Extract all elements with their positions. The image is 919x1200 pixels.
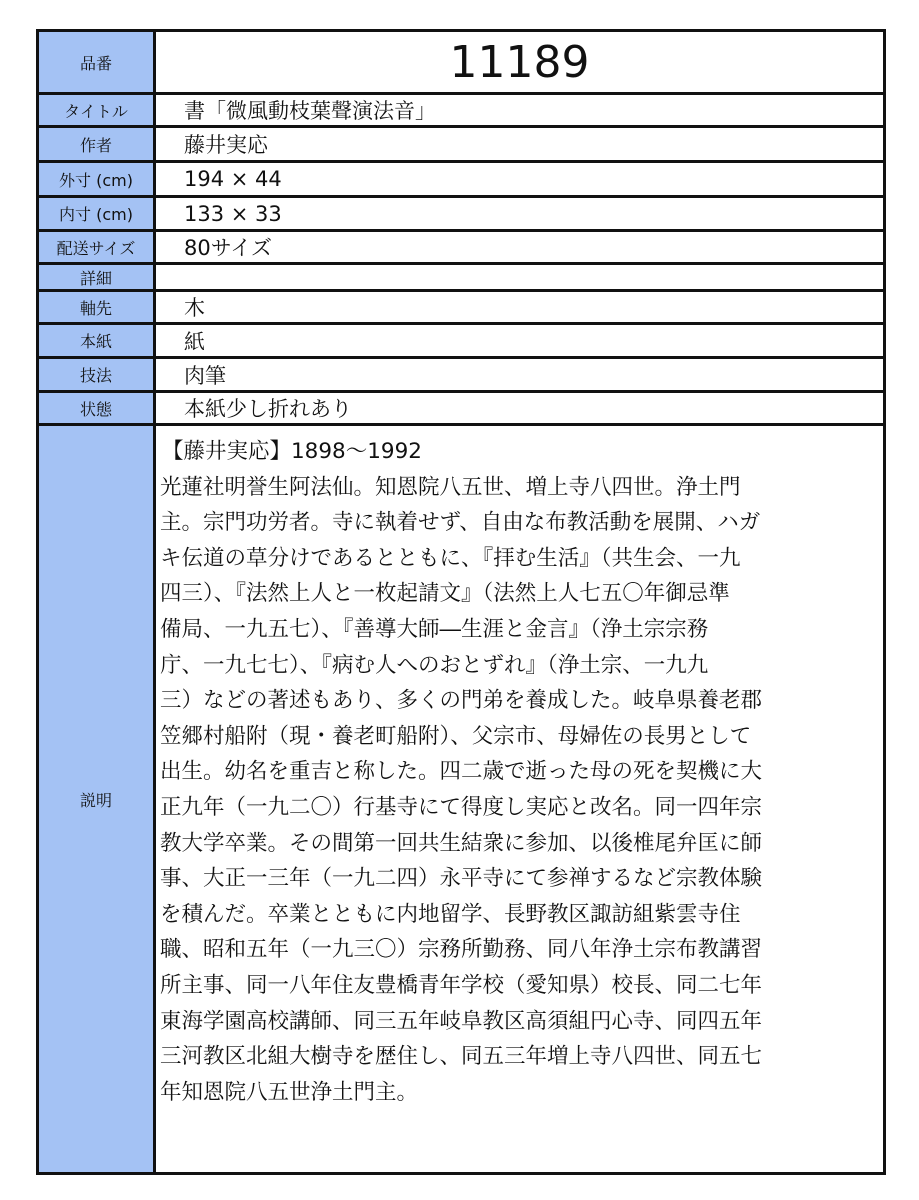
description-label: 説明 xyxy=(38,425,155,1174)
spec-row xyxy=(38,162,885,197)
spec-label: 配送サイズ xyxy=(38,231,155,264)
description-line: 三河教区北組大樹寺を歴住し、同五三年増上寺八四世、同五七 xyxy=(160,1044,763,1070)
description-line: 正九年（一九二〇）行基寺にて得度し実応と改名。同一四年宗 xyxy=(160,794,763,820)
spec-label: 軸先 xyxy=(38,291,155,324)
description-line: 【藤井実応】1898～1992 xyxy=(162,439,422,464)
description-text xyxy=(155,425,885,1174)
description-line: 光蓮社明誉生阿法仙。知恩院八五世、増上寺八四世。浄土門 xyxy=(160,474,741,500)
item-number: 11189 xyxy=(155,31,885,94)
spec-row xyxy=(38,392,885,425)
description-line: 年知恩院八五世浄土門主。 xyxy=(160,1079,419,1105)
description-line: 主。宗門功労者。寺に執着せず、自由な布教活動を展開、ハガ xyxy=(160,510,761,536)
spec-label: 品番 xyxy=(38,31,155,94)
spec-label: 作者 xyxy=(38,127,155,162)
spec-label: 本紙 xyxy=(38,324,155,358)
spec-row xyxy=(38,231,885,264)
description-line: 東海学園高校講師、同三五年岐阜教区高須組円心寺、同四五年 xyxy=(160,1008,763,1034)
spec-value xyxy=(155,264,885,291)
description-line: 三）などの著述もあり、多くの門弟を養成した。岐阜県養老郡 xyxy=(160,688,763,714)
spec-row xyxy=(38,127,885,162)
spec-value: 194 × 44 xyxy=(155,162,885,197)
spec-row xyxy=(38,291,885,324)
spec-row xyxy=(38,197,885,231)
spec-label: 技法 xyxy=(38,358,155,392)
spec-label: 外寸 (cm) xyxy=(38,162,155,197)
spec-row xyxy=(38,94,885,127)
spec-row xyxy=(38,358,885,392)
description-row xyxy=(38,425,885,1174)
description-line: 職、昭和五年（一九三〇）宗務所勤務、同八年浄土宗布教講習 xyxy=(160,937,763,963)
description-line: を積んだ。卒業とともに内地留学、長野教区諏訪組紫雲寺住 xyxy=(160,901,741,927)
spec-row xyxy=(38,31,885,94)
spec-label: 内寸 (cm) xyxy=(38,197,155,231)
spec-row xyxy=(38,324,885,358)
spec-label: タイトル xyxy=(38,94,155,127)
spec-value: 書「微風動枝葉聲演法音」 xyxy=(155,94,885,127)
description-line: 備局、一九五七）、『善導大師―生涯と金言』（浄土宗宗務 xyxy=(160,616,709,642)
spec-label: 状態 xyxy=(38,392,155,425)
description-line: 四三）、『法然上人と一枚起請文』（法然上人七五〇年御忌準 xyxy=(160,581,730,607)
spec-value: 本紙少し折れあり xyxy=(155,392,885,425)
description-line: キ伝道の草分けであるとともに、『拝む生活』（共生会、一九 xyxy=(160,545,741,571)
spec-value: 80サイズ xyxy=(155,231,885,264)
description-line: 笠郷村船附（現・養老町船附）、父宗市、母婦佐の長男として xyxy=(160,723,752,749)
description-line: 所主事、同一八年住友豊橋青年学校（愛知県）校長、同二七年 xyxy=(160,972,763,998)
description-line: 事、大正一三年（一九二四）永平寺にて参禅するなど宗教体験 xyxy=(160,866,763,892)
spec-value: 肉筆 xyxy=(155,358,885,392)
description-line: 出生。幼名を重吉と称した。四二歳で逝った母の死を契機に大 xyxy=(160,759,763,785)
spec-value: 藤井実応 xyxy=(155,127,885,162)
spec-value: 紙 xyxy=(155,324,885,358)
description-line: 庁、一九七七）、『病む人へのおとずれ』（浄土宗、一九九 xyxy=(160,652,709,678)
spec-value: 133 × 33 xyxy=(155,197,885,231)
spec-value: 木 xyxy=(155,291,885,324)
spec-label: 詳細 xyxy=(38,264,155,291)
description-line: 教大学卒業。その間第一回共生結衆に参加、以後椎尾弁匡に師 xyxy=(160,830,763,856)
product-spec-table xyxy=(36,29,886,1175)
spec-row xyxy=(38,264,885,291)
